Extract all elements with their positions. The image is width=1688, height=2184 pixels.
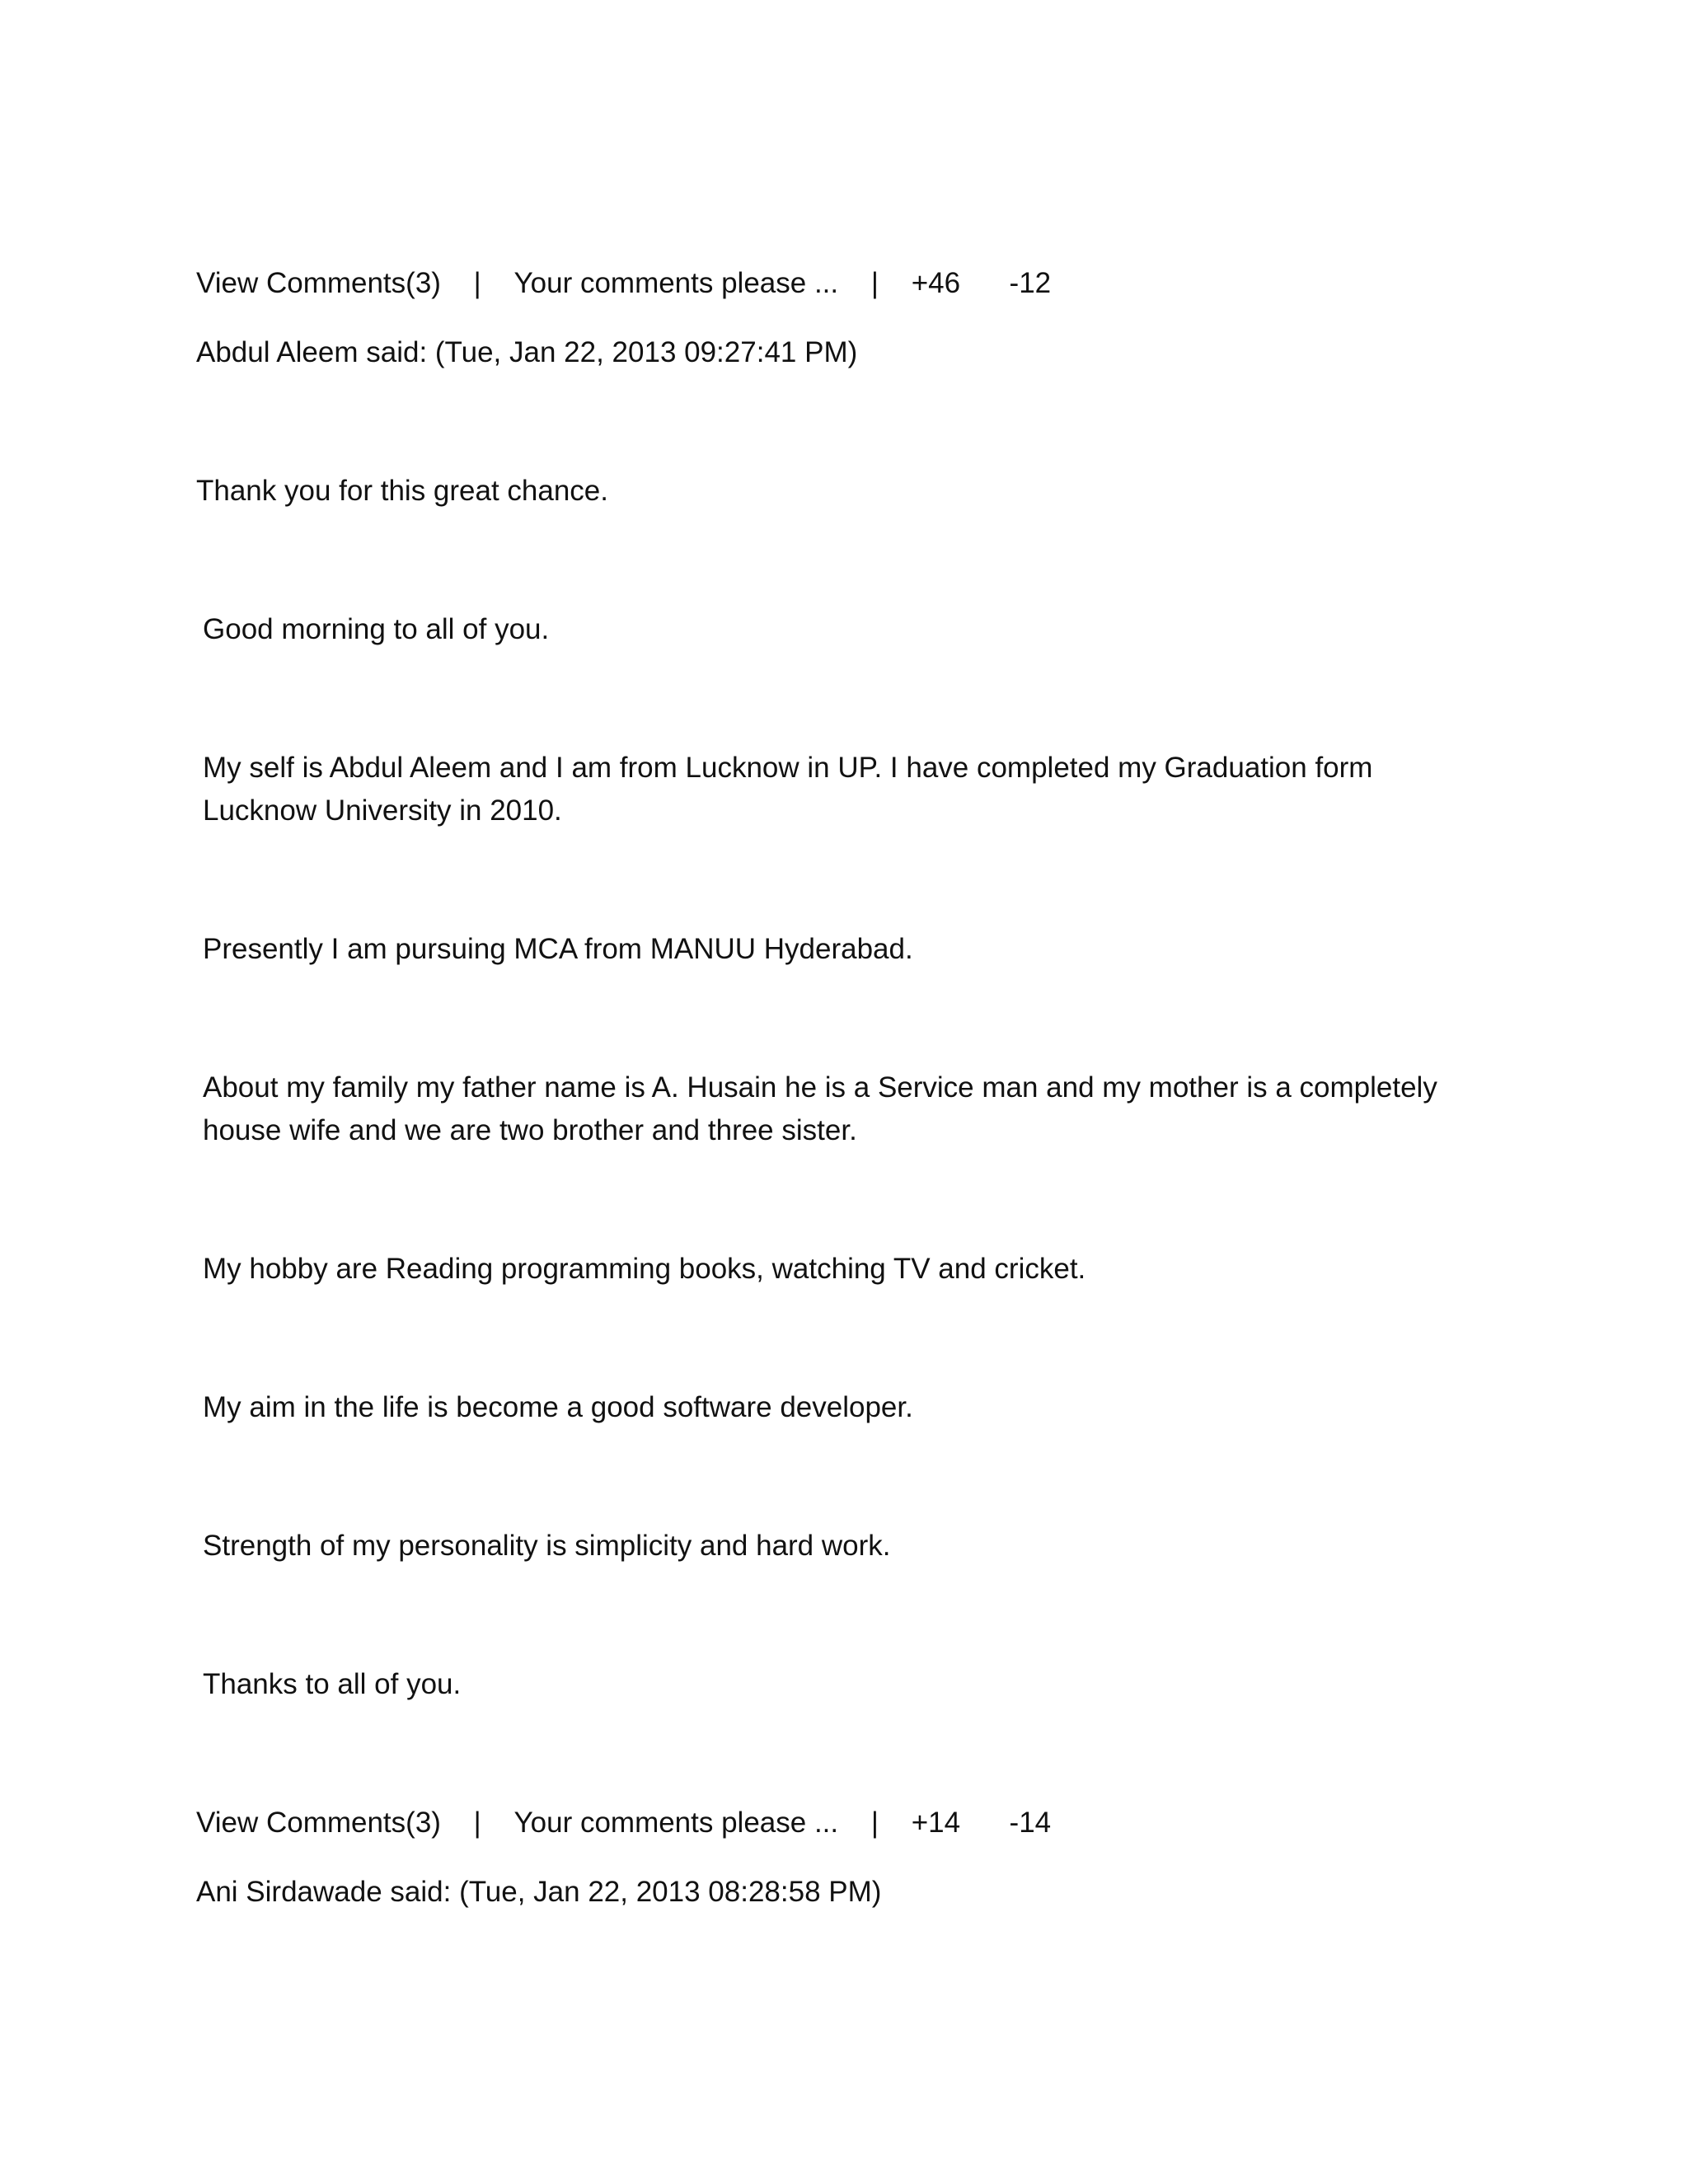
your-comments-link[interactable]: Your comments please ... [513,267,839,299]
comment-action-bar [196,1802,1051,1844]
comment-paragraph: My self is Abdul Aleem and I am from Lucknow in UP. I have completed my Graduation form Lucknow University in 2010. [203,752,1373,827]
comment-paragraph: Good morning to all of you. [203,613,550,645]
comment-paragraph: My hobby are Reading programming books, watching TV and cricket. [203,1253,1086,1285]
comment-paragraph: About my family my father name is A. Husain he is a Service man and my mother is a completely house wife and we are two brother and three sister. [203,1071,1437,1146]
separator: | [870,1807,879,1839]
separator: | [473,267,481,299]
vote-up-button[interactable]: +14 [911,1807,961,1839]
comment-paragraph: Thanks to all of you. [203,1668,462,1700]
vote-down-button[interactable]: -14 [1009,1807,1052,1839]
view-comments-link[interactable]: View Comments(3) [196,1807,441,1839]
comment-paragraph: Strength of my personality is simplicity and hard work. [203,1530,891,1562]
comment-author-line: Abdul Aleem said: (Tue, Jan 22, 2013 09:27:41 PM) [196,336,858,368]
your-comments-link[interactable]: Your comments please ... [513,1807,839,1839]
comment-paragraph: Presently I am pursuing MCA from MANUU Hyderabad. [203,933,913,965]
vote-up-button[interactable]: +46 [911,267,961,299]
comment-author-line: Ani Sirdawade said: (Tue, Jan 22, 2013 08:28:58 PM) [196,1876,882,1908]
separator: | [473,1807,481,1839]
comment-paragraph: My aim in the life is become a good software developer. [203,1391,913,1423]
view-comments-link[interactable]: View Comments(3) [196,267,441,299]
separator: | [870,267,879,299]
comment-paragraph: Thank you for this great chance. [196,475,608,507]
comment-action-bar [196,262,1051,305]
vote-down-button[interactable]: -12 [1009,267,1052,299]
